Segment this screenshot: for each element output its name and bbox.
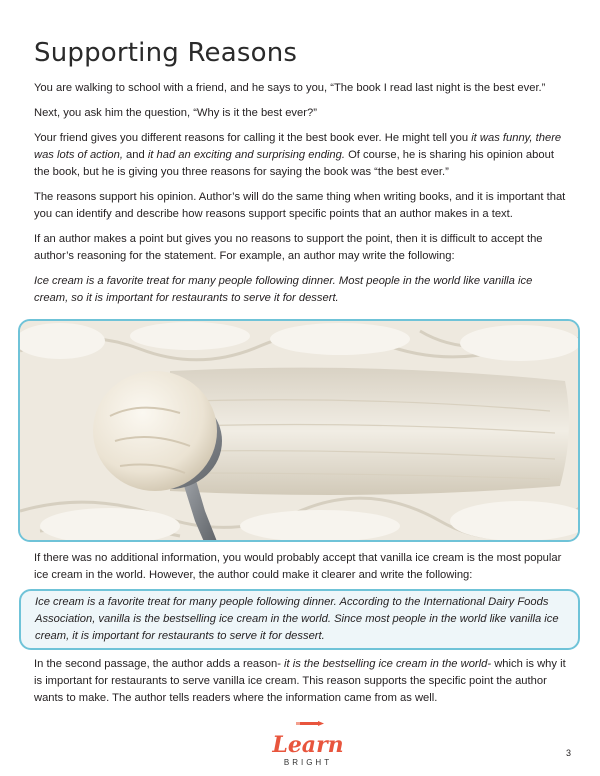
paragraph-support: The reasons support his opinion. Author’s will do the same thing when writing books, and it is important that you can identify and describe how reasons support specific points that an author makes in a text. — [34, 191, 566, 220]
logo-word: Learn — [272, 732, 344, 758]
paragraph-intro: You are walking to school with a friend, and he says to you, “The book I read last night is the best ever.” — [34, 82, 546, 94]
ice-cream-photo — [18, 319, 580, 542]
example-passage-2-box — [19, 589, 580, 650]
paragraph-reasons: Your friend gives you different reasons for calling it the best book ever. He might tell you it was funny, there was lots of action, and it had an exciting and surprising ending. Of course, he is sharing his opinion about the book, but he is giving you three reasons for saying the book was “the best ever.” — [34, 132, 562, 178]
page-number: 3 — [566, 748, 572, 758]
page-title: Supporting Reasons — [34, 38, 298, 68]
logo-subword: BRIGHT — [283, 758, 333, 767]
learn-bright-logo — [258, 719, 358, 769]
pencil-icon — [296, 721, 324, 726]
paragraph-clearer: If there was no additional information, you would probably accept that vanilla ice cream is the most popular ice cream in the world. However, the author could make it clearer and write the following: — [34, 552, 562, 581]
ice-cream-illustration — [20, 321, 580, 542]
paragraph-conclusion: In the second passage, the author adds a reason- it is the bestselling ice cream in the world- which is why it is important for restaurants to serve vanilla ice cream. This reason supports the specific point the author wants to make. The author tells readers where the information came from as well. — [34, 658, 566, 704]
paragraph-no-reasons: If an author makes a point but gives you no reasons to support the point, then it is difficult to accept the author’s reasoning for the statement. For example, an author may write the following: — [34, 233, 543, 262]
example-passage-1: Ice cream is a favorite treat for many people following dinner. Most people in the world like vanilla ice cream, so it is important for restaurants to serve it for dessert. — [34, 275, 533, 304]
paragraph-question: Next, you ask him the question, “Why is it the best ever?” — [34, 107, 317, 119]
example-passage-2: Ice cream is a favorite treat for many people following dinner. According to the International Dairy Foods Association, vanilla is the bestselling ice cream in the world. Since most people in the world like vanilla ice cream, it is important for restaurants to serve it for dessert. — [35, 596, 559, 642]
